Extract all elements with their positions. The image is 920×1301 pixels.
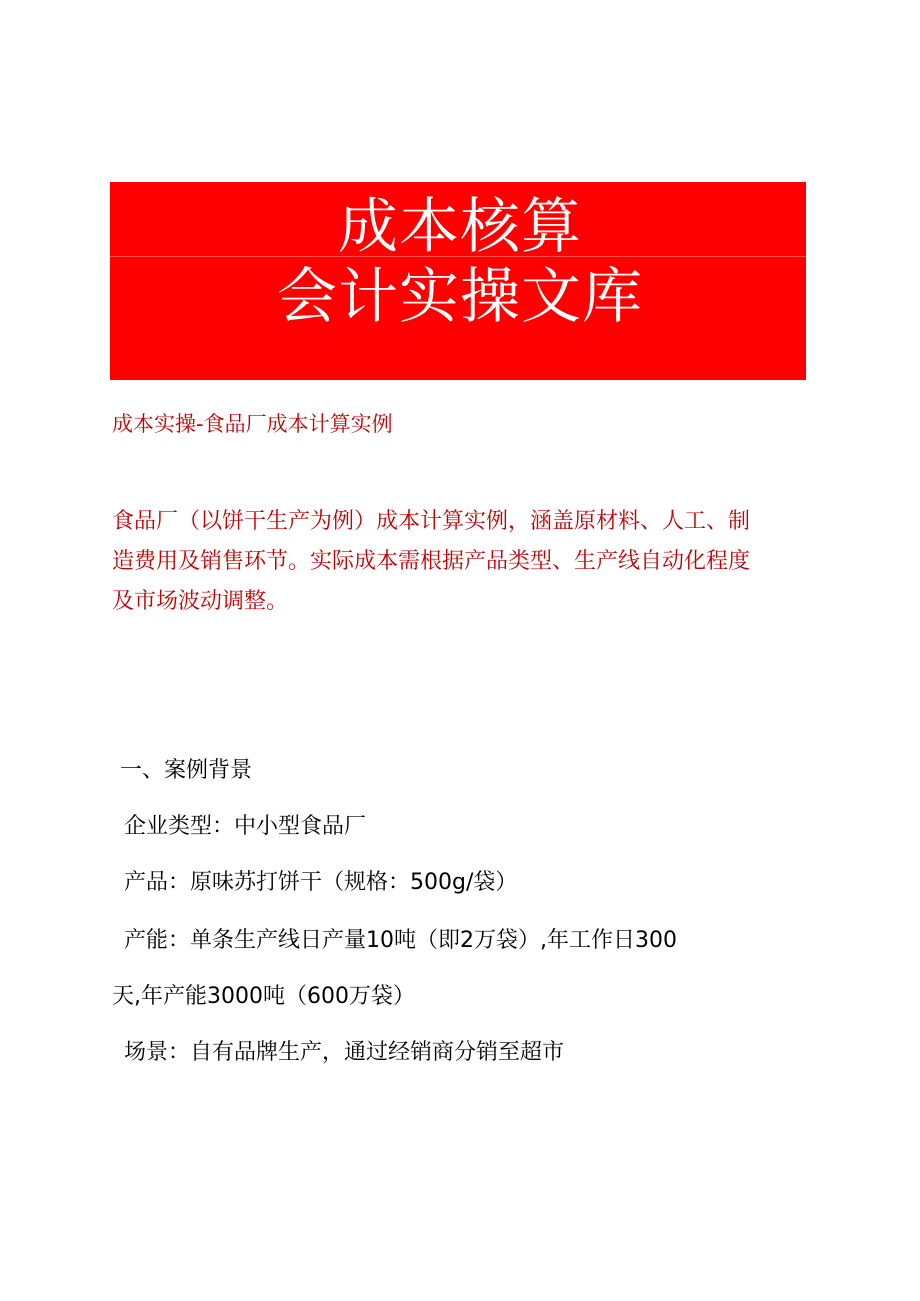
capacity-line: 产能：单条生产线日产量10吨（即2万袋）,年工作日300 bbox=[124, 928, 677, 953]
capacity-line-continued: 天,年产能3000吨（600万袋） bbox=[112, 984, 415, 1009]
intro-line: 造费用及销售环节。实际成本需根据产品类型、生产线自动化程度 bbox=[112, 549, 751, 574]
scenario-line: 场景：自有品牌生产，通过经销商分销至超市 bbox=[124, 1040, 565, 1065]
banner-title-line1: 成本核算 bbox=[338, 192, 582, 262]
banner-title-line2: 会计实操文库 bbox=[277, 262, 643, 332]
intro-paragraph bbox=[112, 502, 792, 622]
product-line: 产品：原味苏打饼干（规格：500g/袋） bbox=[124, 870, 518, 895]
intro-line: 食品厂（以饼干生产为例）成本计算实例，涵盖原材料、人工、制 bbox=[112, 509, 751, 534]
section-heading: 一、案例背景 bbox=[120, 758, 253, 783]
enterprise-type-line: 企业类型：中小型食品厂 bbox=[124, 814, 367, 839]
intro-line: 及市场波动调整。 bbox=[112, 589, 289, 614]
document-subtitle: 成本实操-食品厂成本计算实例 bbox=[112, 412, 393, 436]
